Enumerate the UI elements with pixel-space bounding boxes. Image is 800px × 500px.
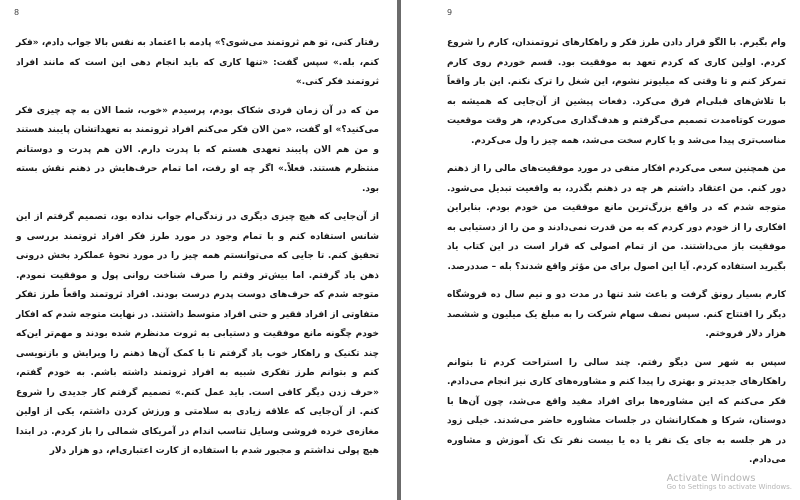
paragraph: رفتار کنی، تو هم ثروتمند می‌شوی؟» پادمه با اعتماد به نفس بالا جواب دادم، «فکر کنم، بله.» سپس گفت: «تنها کاری که باید انجام دهی این است که مانند افراد ثروتمند فکر کنی.»: [16, 38, 379, 87]
page-text: [16, 34, 379, 471]
paragraph: کارم بسیار رونق گرفت و باعث شد تنها در مدت دو و نیم سال ده فروشگاه دیگر را افتتاح کنم. سپس نصف سهام شرکت را به مبلغ یک میلیون و ششصد هزار دلار فروختم.: [447, 290, 786, 339]
paragraph: سپس به شهر سن دیگو رفتم. چند سالی را استراحت کردم تا بتوانم راهکارهای جدیدتر و بهتری را پیدا کنم و مشاوره‌های کاری نیز انجام می‌دادم. فکر می‌کنم که این مشاوره‌ها برای افراد مفید واقع می‌شد، چون آن‌ها با دوستان، شرکا و همکارانشان در جلسات مشاوره حاضر می‌شدند. خیلی زود در هر جلسه به جای یک نفر یا ده یا بیست نفر تک تک آموزش و مشاوره می‌دادم.: [447, 357, 786, 465]
book-page-right: [401, 0, 800, 500]
paragraph: وام بگیرم. با الگو قرار دادن طرز فکر و راهکارهای ثروتمندان، کارم را شروع کردم. اولین کاری که کردم تعهد به موفقیت بود. قسم خوردم روی کارم تمرکز کنم و تا وقتی که میلیونر نشوم، این شغل را ترک نکنم. این بار واقعاً با تلاش‌های قبلی‌ام فرق می‌کرد. دفعات پیشین از آن‌جایی که همیشه به صورت کوتاه‌مدت تصمیم می‌گرفتم و هدف‌گذاری می‌کردم، هر وقت موقعیت مناسب‌تری پیدا می‌شد و یا کارم سخت می‌شد، همه چیز را ول می‌کردم.: [447, 38, 786, 146]
page-number: 8: [14, 8, 20, 17]
paragraph: من که در آن زمان فردی شکاک بودم، پرسیدم «خوب، شما الان به چه چیزی فکر می‌کنید؟» او گفت، «من الان فکر می‌کنم افراد ثروتمند به تعهداتشان پایبند هستند و من هم الان پایبند تعهدی هستم که با پدرت دارم. الان هم پدرت و دوستانم منتظرم هستند. فعلاً.» اگر چه او رفت، اما تمام حرف‌هایش در ذهنم نقش بسته بود.: [16, 105, 379, 194]
page-text: [447, 34, 786, 480]
activate-windows-watermark: [667, 473, 792, 492]
paragraph: من همچنین سعی می‌کردم افکار منفی در مورد موفقیت‌های مالی را از ذهنم دور کنم. من اعتقاد داشتم هر چه در ذهنم بگذرد، به واقعیت تبدیل می‌شود. متوجه شدم که در واقع بزرگ‌ترین مانع موفقیت من خودم بودم. بنابراین افکاری را از خودم دور کردم که به من قدرت نمی‌دادند و من را از دستیابی به موفقیت باز می‌داشتند. من از تمام اصولی که قرار است در این کتاب یاد بگیرید استفاده کردم. آیا این اصول برای من مؤثر واقع شدند؟ بله – صددرصد.: [447, 164, 786, 272]
watermark-title: Activate Windows: [666, 473, 756, 485]
book-page-left: [0, 0, 397, 500]
page-number: 9: [447, 8, 453, 17]
watermark-subtitle: Go to Settings to activate Windows.: [666, 483, 792, 492]
paragraph: از آن‌جایی که هیچ چیزی دیگری در زندگی‌ام جواب نداده بود، تصمیم گرفتم از این شانس استفاده کنم و با تمام وجود در مورد طرز فکر افراد ثروتمند بررسی و تحقیق کنم. تا جایی که می‌توانستم همه چیز را در مورد نحوهٔ عملکرد بخش درونی ذهن یاد گرفتم. اما بیش‌تر وقتم را صرف شناخت روانی پول و موفقیت نمودم. متوجه شدم که حرف‌های دوست پدرم درست بودند. افراد ثروتمند واقعاً طرز تفکر متفاوتی از افراد فقیر و حتی افراد متوسط داشتند. در نهایت متوجه شدم که افکار خودم چگونه مانع موفقیت و دستیابی به ثروت مدنظرم شده بودند و مهم‌تر این‌که چند تکنیک و راهکار خوب یاد گرفتم تا با کمک آن‌ها ذهنم را ویرایش و بازنویسی کنم و بتوانم طرز تفکری شبیه به افراد ثروتمند داشته باشم. به خودم گفتم، «حرف زدن دیگر کافی است. باید عمل کنم.» تصمیم گرفتم کار جدیدی را شروع کنم. از آن‌جایی که علاقه زیادی به سلامتی و ورزش کردن داشتم، یکی از اولین مغازه‌ی خرده فروشی وسایل تناسب اندام در آمریکای شمالی را باز کردم. در ابتدا هیچ پولی نداشتم و مجبور شدم با استفاده از کارت اعتباری‌ام، دو هزار دلار: [16, 212, 379, 456]
